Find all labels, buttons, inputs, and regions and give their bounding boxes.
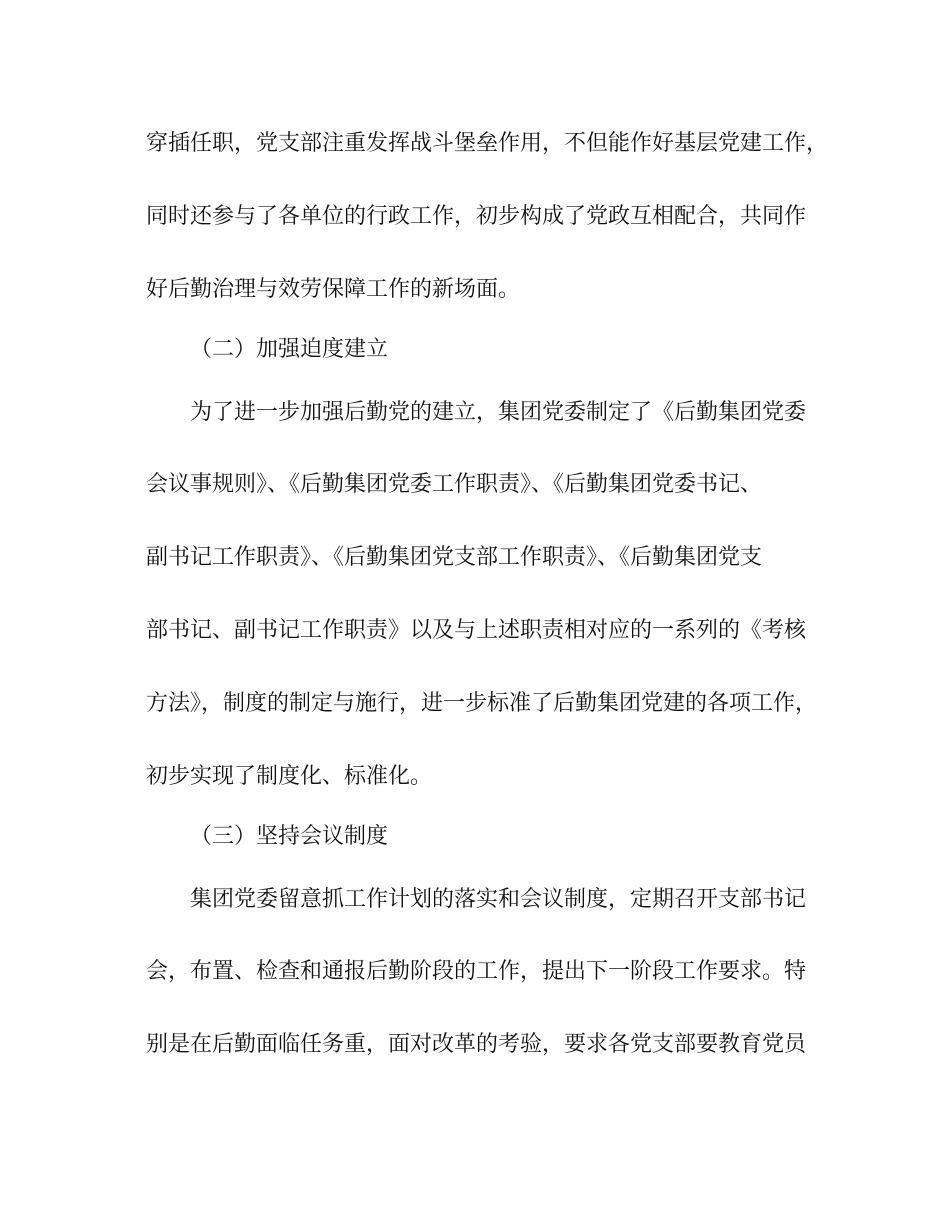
paragraph-line: 部书记、副书记工作职责》以及与上述职责相对应的一系列的《考核 [146,618,807,643]
paragraph-line: 会议事规则》、《后勤集团党委工作职责》、《后勤集团党委书记、 [146,472,763,497]
section-heading: （三）坚持会议制度 [190,824,389,849]
paragraph-line: 会，布置、检查和通报后勤阶段的工作，提出下一阶段工作要求。特 [146,959,807,984]
section-heading: （二）加强迫度建立 [190,337,389,362]
paragraph-line: 集团党委留意抓工作计划的落实和会议制度，定期召开支部书记 [190,887,807,912]
paragraph-line: 同时还参与了各单位的行政工作，初步构成了党政互相配合，共同作 [146,204,807,229]
paragraph-line: 别是在后勤面临任务重，面对改革的考验，要求各党支部要教育党员 [146,1032,807,1057]
paragraph-line: 初步实现了制度化、标准化。 [146,764,433,789]
paragraph-line: 穿插任职，党支部注重发挥战斗堡垒作用，不但能作好基层党建工作， [146,131,829,156]
paragraph-line: 好后勤治理与效劳保障工作的新场面。 [146,277,521,302]
paragraph-line: 副书记工作职责》、《后勤集团党支部工作职责》、《后勤集团党支 [146,545,763,570]
paragraph-line: 方法》，制度的制定与施行，进一步标准了后勤集团党建的各项工作， [146,691,818,716]
paragraph-line: 为了进一步加强后勤党的建立，集团党委制定了《后勤集团党委 [190,400,807,425]
